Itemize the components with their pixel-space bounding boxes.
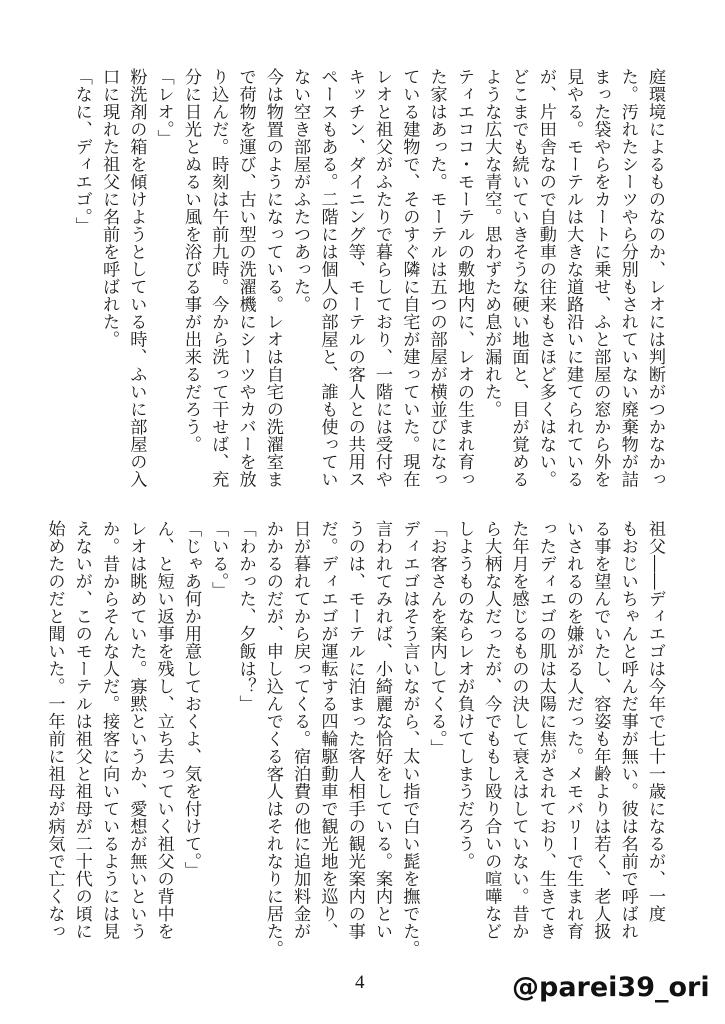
text-column: 「レオ。」: [153, 68, 174, 147]
text-column: レオは眺めていた。寡黙というか、愛想が無いという: [126, 520, 147, 940]
text-column: か。昔からそんな人だ。接客に向いているようには見: [99, 520, 120, 940]
text-column: どこまでも続いていきそうな硬い地面と、目が覚める: [508, 68, 529, 488]
text-column: ペースもある。二階には個人の部屋と、誰も使ってい: [317, 68, 338, 488]
text-column: いされるのを嫌がる人だった。メモバリーで生まれ育: [563, 520, 584, 940]
text-column: ん、と短い返事を残し、立ち去っていく祖父の背中を: [153, 520, 174, 940]
text-column: もおじいちゃんと呼んだ事が無い。彼は名前で呼ばれ: [617, 520, 638, 940]
text-column: ない空き部屋がふたつあった。: [290, 68, 311, 313]
text-column: 「なに、ディエゴ。」: [71, 68, 92, 235]
text-column: ような広大な青空。思わずため息が漏れた。: [481, 68, 502, 418]
text-column: 祖父――ディエゴは今年で七十一歳になるが、一度: [645, 520, 665, 923]
text-column: ている建物で、そのすぐ隣に自宅が建っていた。現在: [399, 68, 420, 488]
text-column: た家はあった。モーテルは五つの部屋が横並びになっ: [426, 68, 447, 488]
text-column: キッチン、ダイニング等、モーテルの客人との共用ス: [344, 68, 365, 488]
text-column: かかるのだが、申し込んでくる客人はそれなりに居た。: [262, 520, 283, 958]
text-column: えないが、このモーテルは祖父と祖母が二十代の頃に: [71, 520, 92, 940]
text-column: しようものならレオが負けてしまうだろう。: [453, 520, 474, 870]
text-column: 見やる。モーテルは大きな道路沿いに建てられている: [563, 68, 584, 488]
text-column: た年月を感じるものの決して衰えはしていない。昔か: [508, 520, 529, 940]
text-column: 分に日光とぬるい風を浴びる事が出来るだろう。: [180, 68, 201, 453]
text-column: で荷物を運び、古い型の洗濯機にシーツやカバーを放: [235, 68, 256, 488]
text-column: 日が暮れてから戻ってくる。宿泊費の他に追加料金が: [290, 520, 311, 940]
text-column: うのは、モーテルに泊まった客人相手の観光案内の事: [344, 520, 365, 940]
author-handle: @parei39_ori: [512, 972, 710, 1003]
text-column: 粉洗剤の箱を傾けようとしている時、ふいに部屋の入: [126, 68, 147, 488]
text-column: 口に現れた祖父に名前を呼ばれた。: [99, 68, 120, 348]
text-column: た。汚れたシーツやら分別もされていない廃棄物が詰: [617, 68, 638, 488]
text-block-top: [67, 68, 668, 488]
text-column: だ。ディエゴが運転する四輪駆動車で観光地を巡り、: [317, 520, 338, 940]
text-column: が、片田舎なので自動車の往来もさほど多くはない。: [535, 68, 556, 488]
text-column: 始めたのだと聞いた。一年前に祖母が病気で亡くなっ: [44, 520, 65, 940]
text-column: ら大柄な人だったが、今でももし殴り合いの喧嘩など: [481, 520, 502, 940]
text-column: り込んだ。時刻は午前九時。今から洗って干せば、充: [208, 68, 229, 488]
page-number: 4: [355, 972, 365, 993]
text-column: る事を望んでいたし、容姿も年齢よりは若く、老人扱: [590, 520, 611, 940]
text-column: 言われてみれば、小綺麗な恰好をしている。案内とい: [372, 520, 393, 940]
text-column: ディエゴはそう言いながら、太い指で白い髭を撫でた。: [399, 520, 420, 958]
text-column: 庭環境によるものなのか、レオには判断がつかなかっ: [645, 68, 665, 488]
text-column: まった袋やらをカートに乗せ、ふと部屋の窓から外を: [590, 68, 611, 488]
text-column: ティエココ・モーテルの敷地内に、レオの生まれ育っ: [453, 68, 474, 488]
text-column: 「じゃあ何か用意しておくよ、気を付けて。」: [180, 520, 201, 879]
text-column: 「わかった、夕飯は？」: [235, 520, 256, 713]
text-column: 「お客さんを案内してくる。」: [426, 520, 447, 757]
text-block-bottom: [40, 520, 668, 965]
text-column: 今は物置のようになっている。レオは自宅の洗濯室ま: [262, 68, 283, 488]
text-column: 「いる。」: [208, 520, 229, 599]
text-column: ったディエゴの肌は太陽に焦がされており、生きてき: [535, 520, 556, 940]
text-column: レオと祖父がふたりで暮らしており、一階には受付や: [372, 68, 393, 488]
